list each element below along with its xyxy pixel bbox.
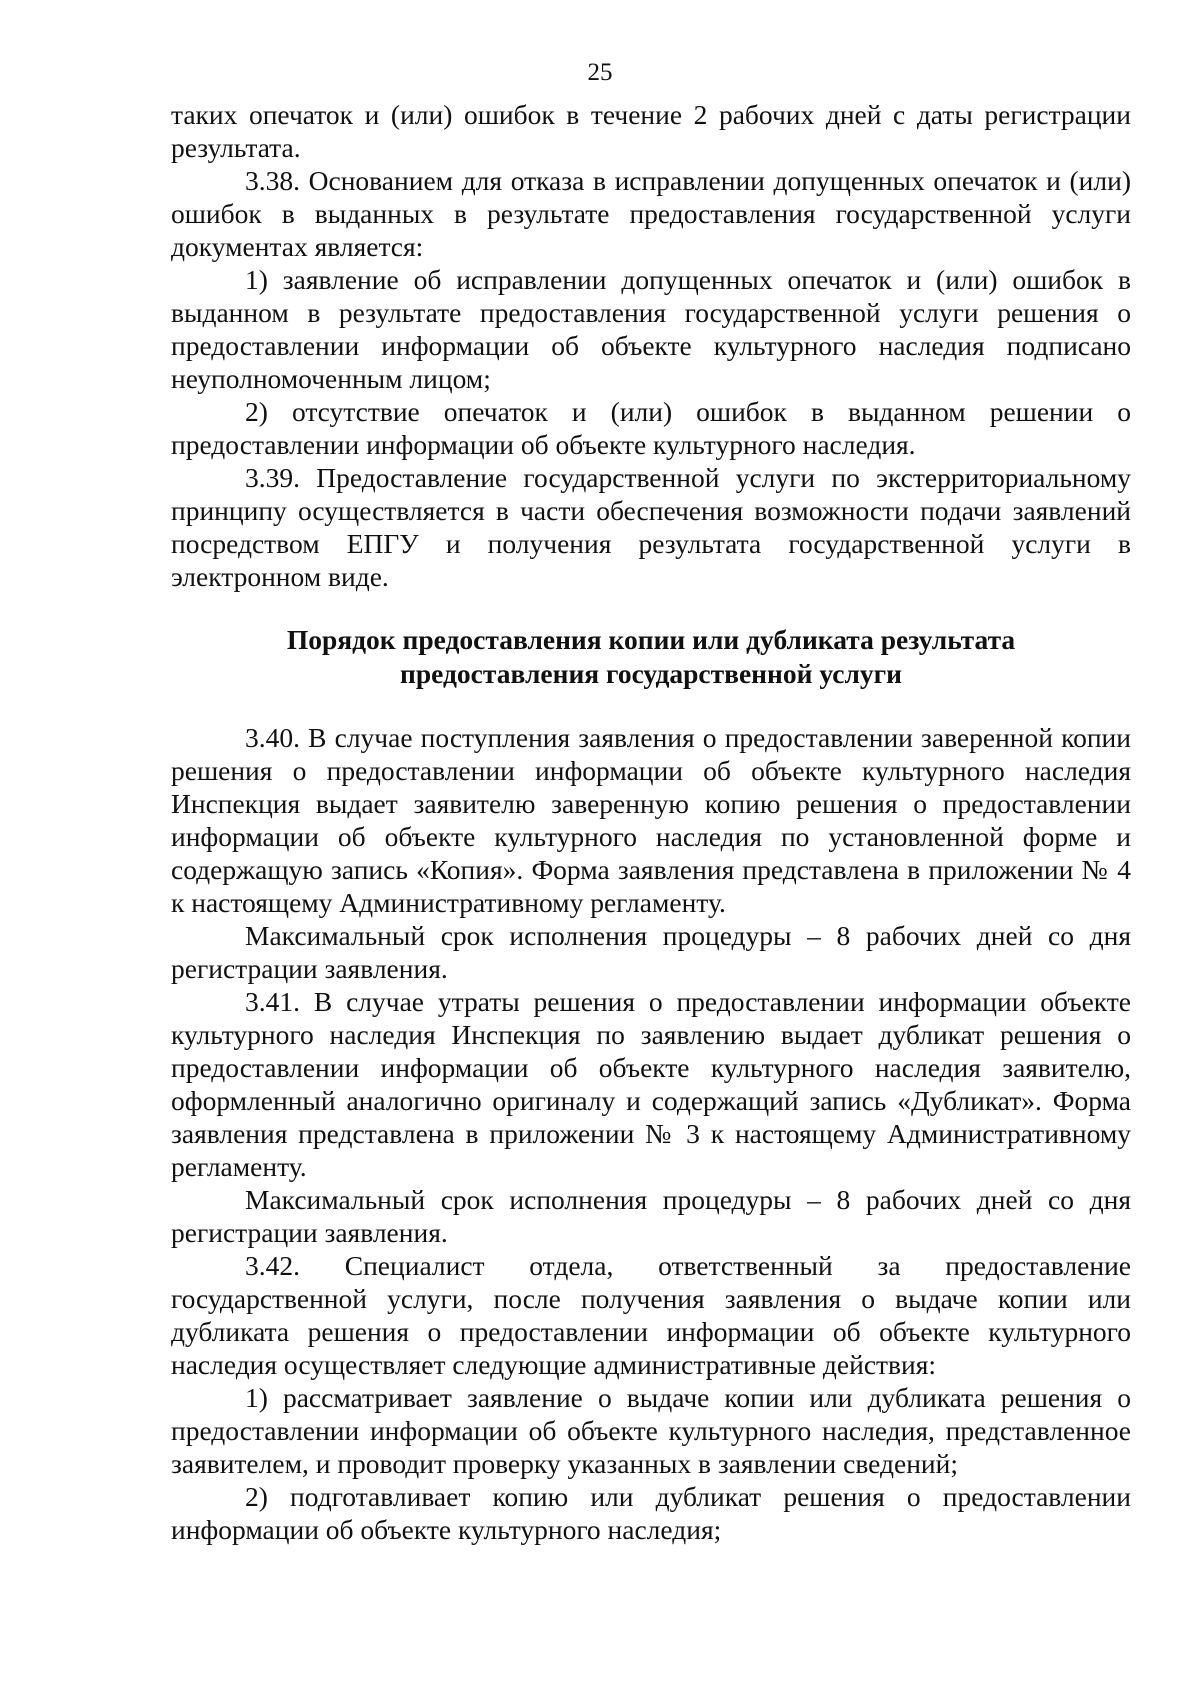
paragraph-3-42-item-1: 1) рассматривает заявление о выдаче копии или дубликата решения о предоставлении информации об объекте культурного наследия, представленное заявителем, и проводит проверку указанных в заявлении сведений; <box>171 1382 1131 1479</box>
paragraph-continuation: таких опечаток и (или) ошибок в течение 2 рабочих дней с даты регистрации результата. <box>171 99 1131 163</box>
paragraph-3-38: 3.38. Основанием для отказа в исправлении допущенных опечаток и (или) ошибок в выданных в результате предоставления государственной услуги документах является: <box>171 165 1131 262</box>
paragraph-3-41: 3.41. В случае утраты решения о предоставлении информации объекте культурного наследия Инспекция по заявлению выдает дубликат решения о предоставлении информации об объекте культурного наследия заявителю, оформленный аналогично оригиналу и содержащий запись «Дубликат». Форма заявления представлена в приложении № 3 к настоящему Административному регламенту. <box>171 986 1131 1182</box>
paragraph-3-42-item-2: 2) подготавливает копию или дубликат решения о предоставлении информации об объекте культурного наследия; <box>171 1481 1131 1545</box>
paragraph-3-39: 3.39. Предоставление государственной услуги по экстерриториальному принципу осуществляется в части обеспечения возможности подачи заявлений посредством ЕПГУ и получения результата государственной услуги в электронном виде. <box>171 462 1131 592</box>
document-body <box>171 98 1131 1546</box>
paragraph-3-42: 3.42. Специалист отдела, ответственный за предоставление государственной услуги, после получения заявления о выдаче копии или дубликата решения о предоставлении информации об объекте культурного наследия осуществляет следующие административные действия: <box>171 1250 1131 1380</box>
section-heading-line-2: предоставления государственной услуги <box>400 658 902 689</box>
paragraph-3-38-item-2: 2) отсутствие опечаток и (или) ошибок в выданном решении о предоставлении информации об объекте культурного наследия. <box>171 396 1131 460</box>
page-number: 25 <box>587 59 613 86</box>
paragraph-3-40-deadline: Максимальный срок исполнения процедуры – 8 рабочих дней со дня регистрации заявления. <box>171 920 1131 984</box>
paragraph-3-38-item-1: 1) заявление об исправлении допущенных опечаток и (или) ошибок в выданном в результате предоставления государственной услуги решения о предоставлении информации об объекте культурного наследия подписано неуполномоченным лицом; <box>171 264 1131 394</box>
paragraph-3-41-deadline: Максимальный срок исполнения процедуры – 8 рабочих дней со дня регистрации заявления. <box>171 1184 1131 1248</box>
section-heading <box>171 623 1131 691</box>
section-heading-line-1: Порядок предоставления копии или дубликата результата <box>286 624 1016 655</box>
paragraph-3-40: 3.40. В случае поступления заявления о предоставлении заверенной копии решения о предоставлении информации об объекте культурного наследия Инспекция выдает заявителю заверенную копию решения о предоставлении информации об объекте культурного наследия по установленной форме и содержащую запись «Копия». Форма заявления представлена в приложении № 4 к настоящему Административному регламенту. <box>171 722 1131 918</box>
